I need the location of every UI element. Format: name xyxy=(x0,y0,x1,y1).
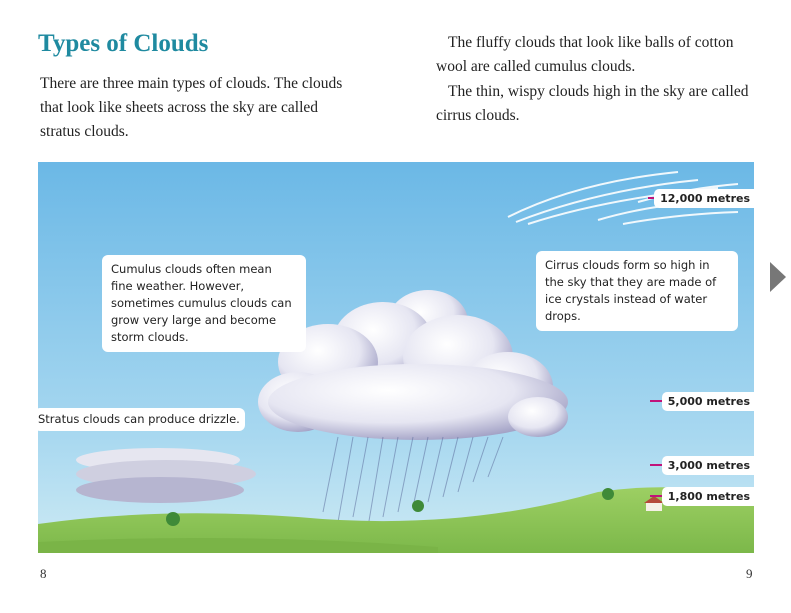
cloud-illustration xyxy=(38,162,754,553)
tree-icon xyxy=(166,512,180,526)
next-page-arrow-icon[interactable] xyxy=(770,262,786,292)
stratus-cloud xyxy=(76,448,256,503)
altitude-label-3000: 3,000 metres xyxy=(662,456,754,475)
page-number-right: 9 xyxy=(746,566,753,581)
cirrus-callout: Cirrus clouds form so high in the sky that they are made of ice crystals instead of water drops. xyxy=(536,251,738,331)
altitude-label-5000: 5,000 metres xyxy=(662,392,754,411)
altitude-label-12000: 12,000 metres xyxy=(654,189,754,208)
page-title: Types of Clouds xyxy=(38,30,209,57)
stratus-callout: Stratus clouds can produce drizzle. xyxy=(38,408,245,431)
page-number-left: 8 xyxy=(40,566,47,581)
cumulus-paragraph: The fluffy clouds that look like balls of cotton wool are called cumulus clouds. xyxy=(436,34,734,75)
house-icon xyxy=(646,502,662,511)
tree-icon xyxy=(602,488,614,500)
cumulus-callout: Cumulus clouds often mean fine weather. However, sometimes cumulus clouds can grow very large and become storm clouds. xyxy=(102,255,306,352)
cirrus-paragraph: The thin, wispy clouds high in the sky are called cirrus clouds. xyxy=(436,83,749,124)
tree-icon xyxy=(412,500,424,512)
sky-scene-drawing xyxy=(38,162,754,553)
intro-paragraph: There are three main types of clouds. The clouds that look like sheets across the sky are called stratus clouds. xyxy=(40,75,343,140)
altitude-label-1800: 1,800 metres xyxy=(662,487,754,506)
